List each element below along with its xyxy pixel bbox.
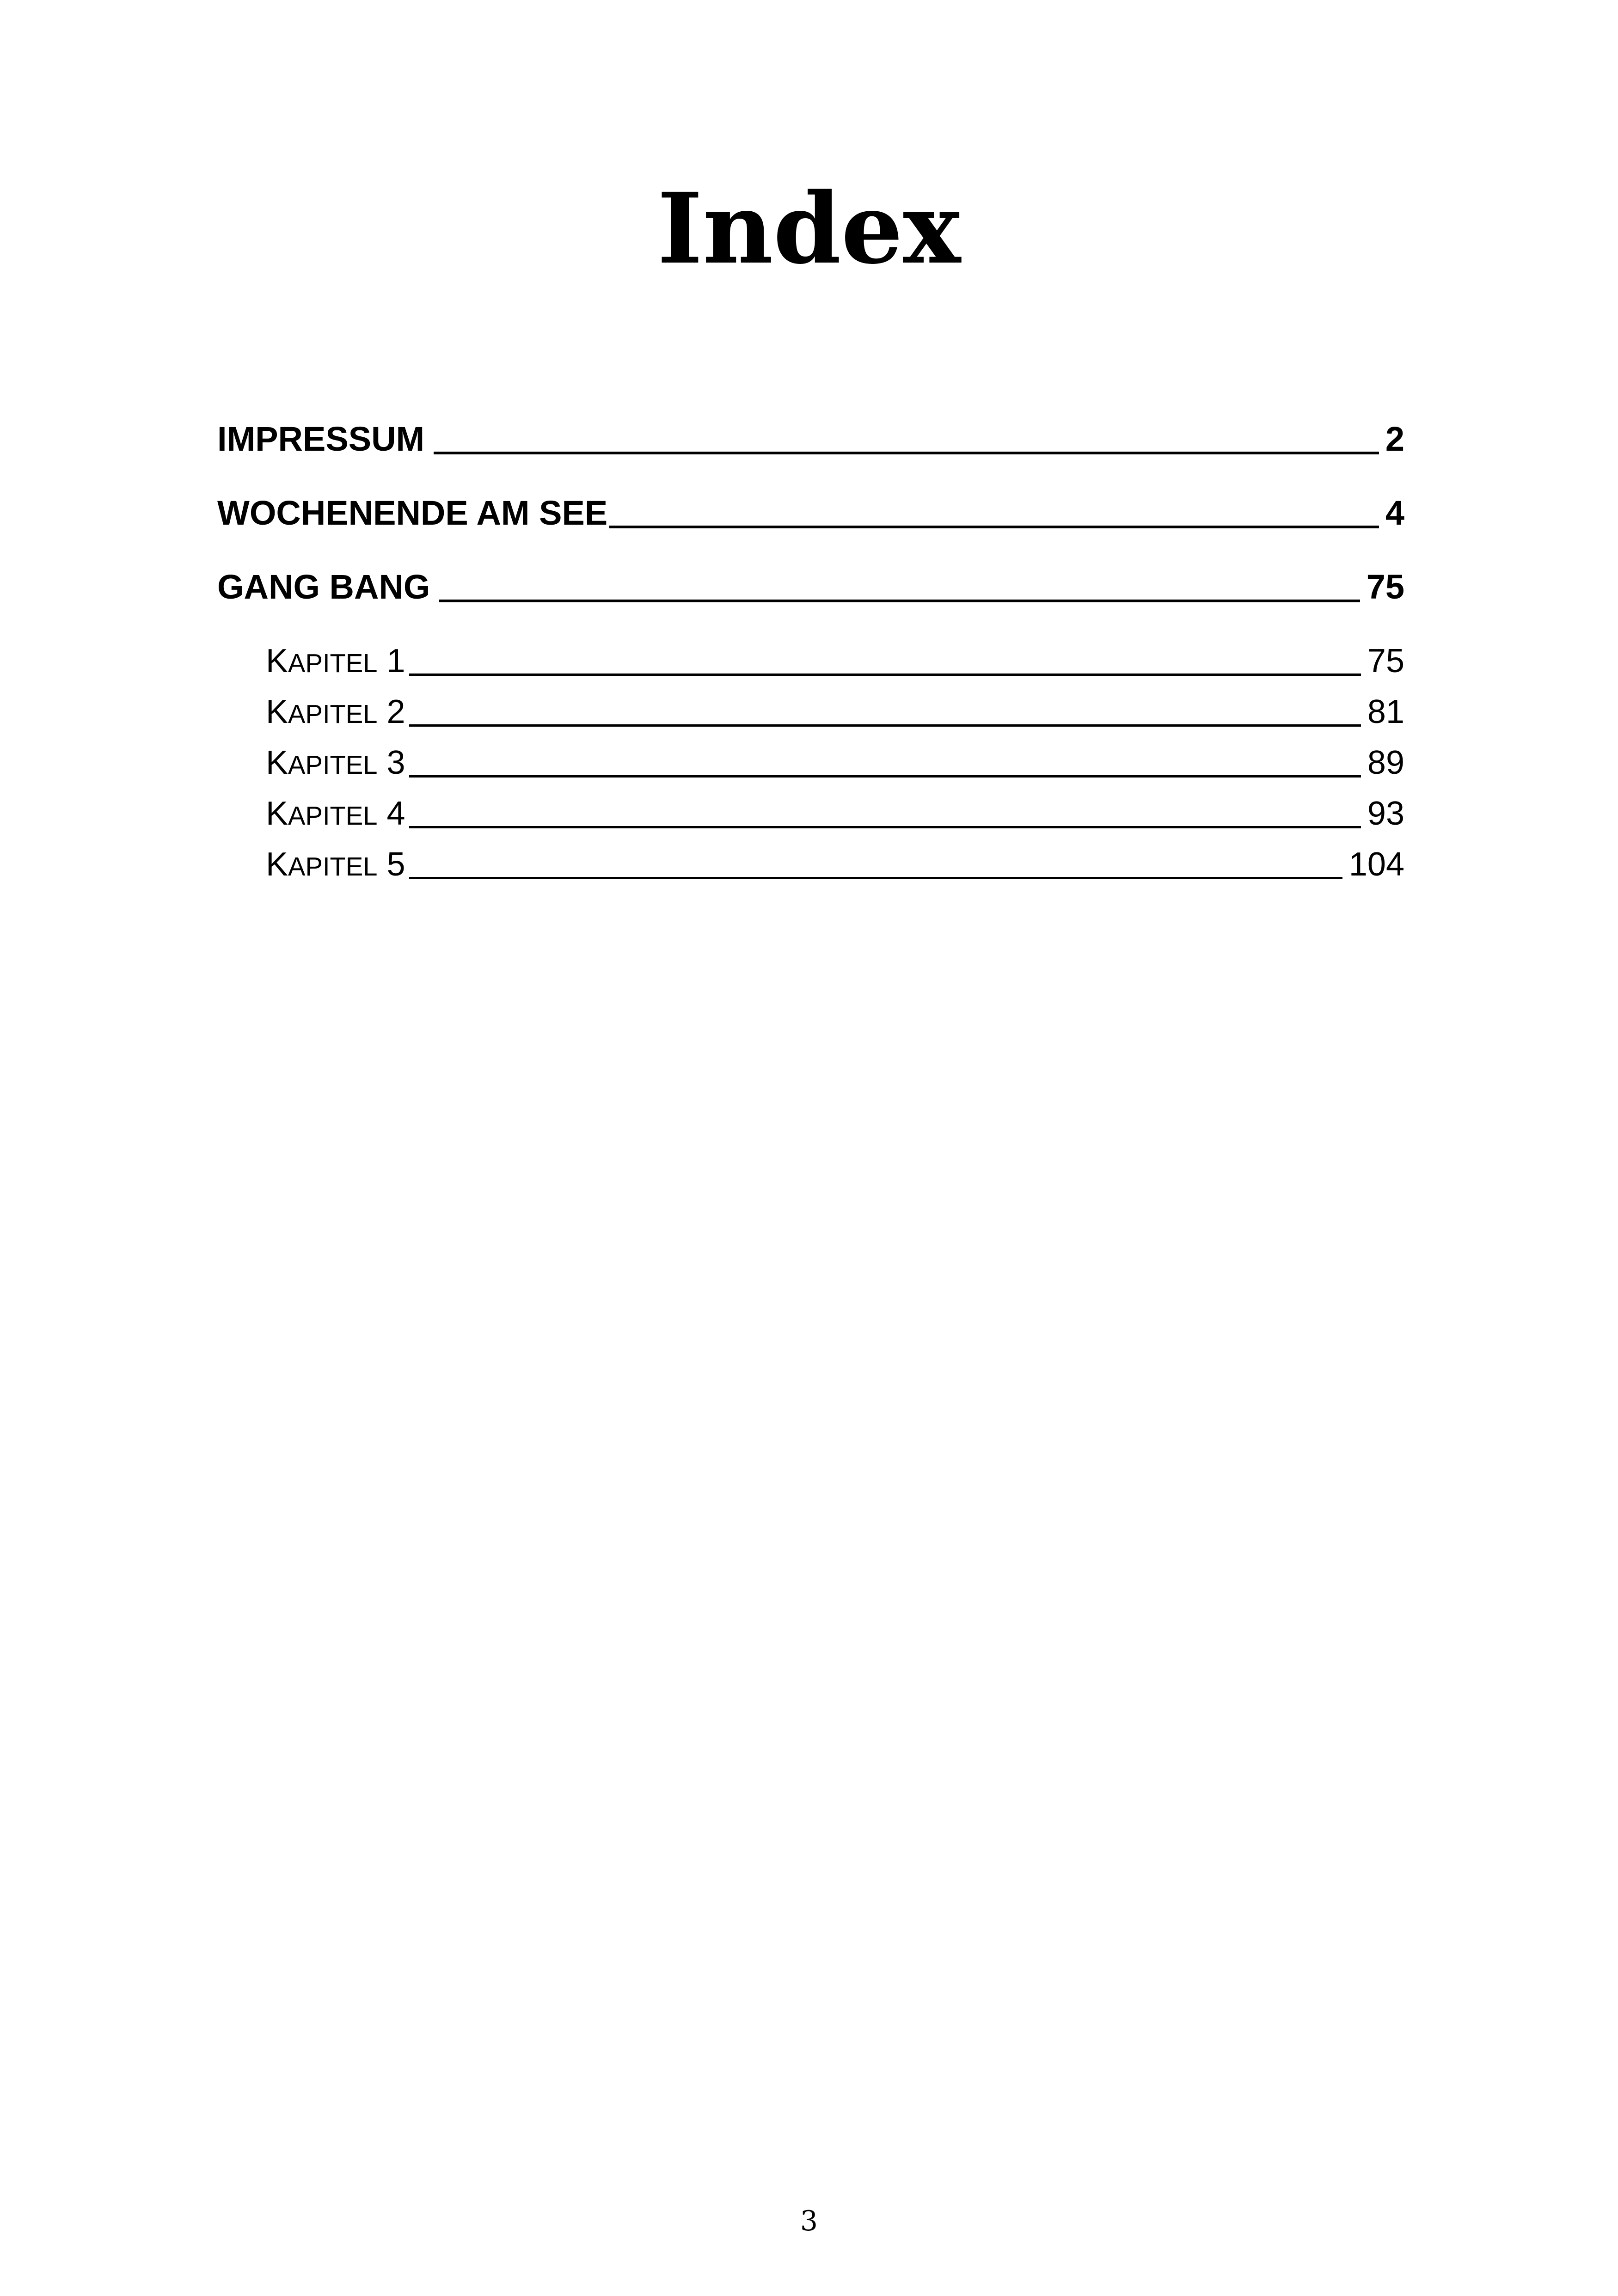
toc-entry-label: KAPITEL 2 (266, 693, 405, 730)
toc-entry-page: 81 (1367, 693, 1404, 730)
toc-leader-line (409, 673, 1361, 676)
toc-entry-kapitel-4[interactable] (266, 790, 1404, 839)
toc-entry-impressum[interactable] (217, 416, 1404, 462)
toc-entry-label: IMPRESSUM (217, 420, 425, 458)
toc-entry-label: KAPITEL 4 (266, 795, 405, 832)
toc-leader-line (409, 877, 1342, 879)
toc-entry-page: 104 (1348, 846, 1404, 883)
toc-entry-label: KAPITEL 5 (266, 846, 405, 883)
page-number: 3 (800, 2205, 818, 2237)
toc-entry-kapitel-2[interactable] (266, 689, 1404, 737)
toc-entry-kapitel-3[interactable] (266, 740, 1404, 788)
toc-entry-label: KAPITEL 3 (266, 744, 405, 781)
toc-entry-gang-bang[interactable] (217, 564, 1404, 610)
toc-leader-line (409, 724, 1361, 727)
toc-entry-page: 4 (1385, 494, 1404, 532)
toc-entry-page: 75 (1367, 643, 1404, 680)
toc-entry-kapitel-1[interactable] (266, 638, 1404, 686)
page-title: Index (657, 171, 961, 286)
toc-entry-page: 93 (1367, 795, 1404, 832)
toc-entry-page: 75 (1366, 568, 1404, 606)
toc-entry-label: KAPITEL 1 (266, 643, 405, 680)
toc-entry-page: 2 (1385, 420, 1404, 458)
toc-leader-line (409, 826, 1361, 828)
toc-leader-line (609, 526, 1379, 528)
toc-entry-label: WOCHENENDE AM SEE (217, 494, 608, 532)
toc-leader-line (434, 452, 1379, 454)
toc-entry-label: GANG BANG (217, 568, 430, 606)
toc-entry-kapitel-5[interactable] (266, 841, 1404, 890)
toc-entry-wochenende-am-see[interactable] (217, 490, 1404, 536)
toc-leader-line (439, 600, 1360, 602)
toc-leader-line (409, 775, 1361, 778)
toc-entry-page: 89 (1367, 744, 1404, 781)
